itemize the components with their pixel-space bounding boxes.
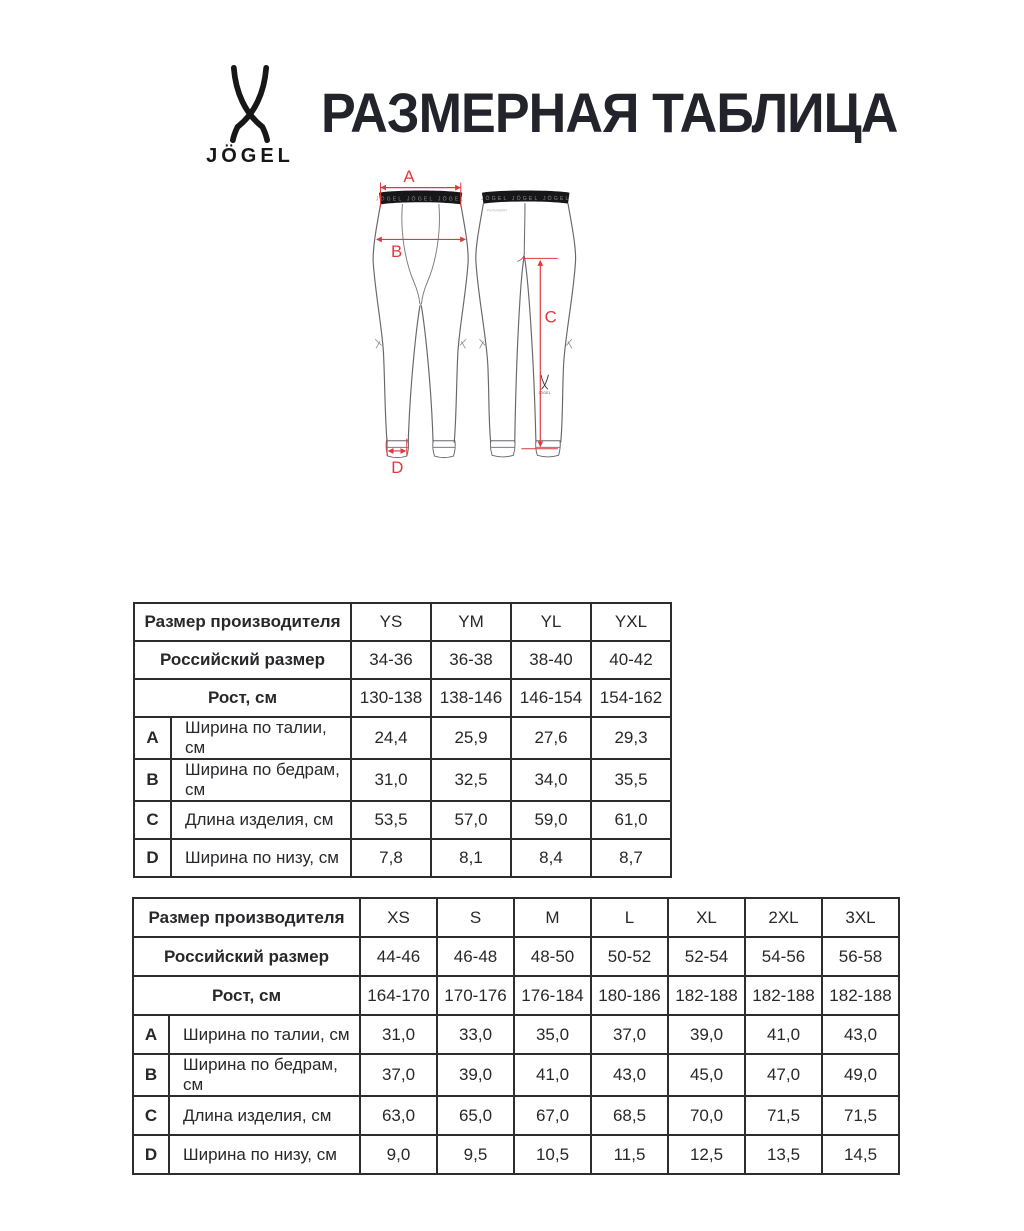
- size-value-cell: S: [437, 898, 514, 937]
- measure-name-cell: Ширина по талии, см: [169, 1015, 360, 1054]
- table-header-row: [133, 898, 899, 937]
- measurement-label-d: D: [391, 457, 404, 477]
- size-value-cell: L: [591, 898, 668, 937]
- measure-name-cell: Длина изделия, см: [171, 801, 351, 839]
- size-value-cell: YM: [431, 603, 511, 641]
- size-value-cell: 138-146: [431, 679, 511, 717]
- measure-value-cell: 71,5: [745, 1096, 822, 1135]
- measure-name-cell: Ширина по бедрам, см: [169, 1054, 360, 1096]
- measure-value-cell: 39,0: [668, 1015, 745, 1054]
- measure-value-cell: 10,5: [514, 1135, 591, 1174]
- size-value-cell: 50-52: [591, 937, 668, 976]
- size-value-cell: 180-186: [591, 976, 668, 1015]
- size-value-cell: 182-188: [822, 976, 899, 1015]
- measure-value-cell: 31,0: [351, 759, 431, 801]
- size-value-cell: XL: [668, 898, 745, 937]
- brand-logo: [198, 64, 302, 168]
- measurement-label-a: A: [403, 166, 415, 186]
- measure-value-cell: 63,0: [360, 1096, 437, 1135]
- measure-value-cell: 31,0: [360, 1015, 437, 1054]
- measure-value-cell: 59,0: [511, 801, 591, 839]
- measure-name-cell: Ширина по низу, см: [169, 1135, 360, 1174]
- size-value-cell: 164-170: [360, 976, 437, 1015]
- size-value-cell: 44-46: [360, 937, 437, 976]
- size-value-cell: 48-50: [514, 937, 591, 976]
- measure-letter-cell: D: [133, 1135, 169, 1174]
- measure-value-cell: 27,6: [511, 717, 591, 759]
- table-measure-row: [134, 801, 671, 839]
- measure-value-cell: 53,5: [351, 801, 431, 839]
- table-header-row: [133, 976, 899, 1015]
- front-waistband-text: JÖGEL JÖGEL JÖGEL: [375, 196, 466, 203]
- row-header-cell: Российский размер: [134, 641, 351, 679]
- table-measure-row: [133, 1015, 899, 1054]
- measure-value-cell: 34,0: [511, 759, 591, 801]
- measure-value-cell: 39,0: [437, 1054, 514, 1096]
- measure-value-cell: 9,0: [360, 1135, 437, 1174]
- size-value-cell: 52-54: [668, 937, 745, 976]
- measure-letter-cell: A: [133, 1015, 169, 1054]
- jogel-emblem-icon: [205, 64, 295, 144]
- adult-size-table: [132, 897, 900, 1175]
- measure-value-cell: 35,5: [591, 759, 671, 801]
- row-header-cell: Рост, см: [134, 679, 351, 717]
- size-value-cell: 34-36: [351, 641, 431, 679]
- back-view-pants: [476, 191, 576, 457]
- size-value-cell: YL: [511, 603, 591, 641]
- table-header-row: [133, 937, 899, 976]
- page-title: РАЗМЕРНАЯ ТАБЛИЦА: [321, 81, 898, 144]
- table-measure-row: [134, 717, 671, 759]
- measure-letter-cell: C: [134, 801, 171, 839]
- front-view-pants: [373, 191, 468, 458]
- measure-value-cell: 11,5: [591, 1135, 668, 1174]
- size-value-cell: 170-176: [437, 976, 514, 1015]
- measure-value-cell: 9,5: [437, 1135, 514, 1174]
- measure-value-cell: 12,5: [668, 1135, 745, 1174]
- size-value-cell: 54-56: [745, 937, 822, 976]
- measure-value-cell: 7,8: [351, 839, 431, 877]
- table-measure-row: [134, 759, 671, 801]
- brand-wordmark: JÖGEL: [206, 145, 294, 167]
- size-value-cell: M: [514, 898, 591, 937]
- table-measure-row: [134, 839, 671, 877]
- size-value-cell: YXL: [591, 603, 671, 641]
- measure-name-cell: Ширина по бедрам, см: [171, 759, 351, 801]
- table-header-row: [134, 641, 671, 679]
- measure-value-cell: 35,0: [514, 1015, 591, 1054]
- size-value-cell: 176-184: [514, 976, 591, 1015]
- measurement-label-b: B: [390, 241, 403, 261]
- measure-value-cell: 71,5: [822, 1096, 899, 1135]
- measure-value-cell: 8,1: [431, 839, 511, 877]
- measure-value-cell: 8,7: [591, 839, 671, 877]
- measure-value-cell: 32,5: [431, 759, 511, 801]
- table-measure-row: [133, 1135, 899, 1174]
- measure-value-cell: 45,0: [668, 1054, 745, 1096]
- measure-value-cell: 41,0: [745, 1015, 822, 1054]
- size-value-cell: 146-154: [511, 679, 591, 717]
- youth-size-table: [133, 602, 672, 878]
- size-value-cell: 38-40: [511, 641, 591, 679]
- table-header-row: [134, 603, 671, 641]
- measure-value-cell: 68,5: [591, 1096, 668, 1135]
- table-header-row: [134, 679, 671, 717]
- size-value-cell: 40-42: [591, 641, 671, 679]
- measure-value-cell: 49,0: [822, 1054, 899, 1096]
- row-header-cell: Размер производителя: [134, 603, 351, 641]
- measure-value-cell: 70,0: [668, 1096, 745, 1135]
- size-value-cell: 154-162: [591, 679, 671, 717]
- measure-value-cell: 25,9: [431, 717, 511, 759]
- size-value-cell: YS: [351, 603, 431, 641]
- table-measure-row: [133, 1096, 899, 1135]
- size-diagram: [355, 165, 675, 610]
- measure-value-cell: 37,0: [360, 1054, 437, 1096]
- back-leg-mini-logo-icon: [541, 375, 548, 389]
- measure-value-cell: 67,0: [514, 1096, 591, 1135]
- size-value-cell: 3XL: [822, 898, 899, 937]
- mini-logo-text: JÖGEL: [538, 391, 551, 396]
- row-header-cell: Рост, см: [133, 976, 360, 1015]
- measure-name-cell: Ширина по талии, см: [171, 717, 351, 759]
- size-value-cell: 2XL: [745, 898, 822, 937]
- measure-letter-cell: A: [134, 717, 171, 759]
- size-value-cell: 130-138: [351, 679, 431, 717]
- measure-value-cell: 41,0: [514, 1054, 591, 1096]
- size-value-cell: 182-188: [668, 976, 745, 1015]
- size-value-cell: 56-58: [822, 937, 899, 976]
- fabric-label-text: PerformDRY: [487, 208, 508, 213]
- measure-letter-cell: B: [134, 759, 171, 801]
- measure-value-cell: 29,3: [591, 717, 671, 759]
- measure-value-cell: 24,4: [351, 717, 431, 759]
- size-value-cell: XS: [360, 898, 437, 937]
- row-header-cell: Размер производителя: [133, 898, 360, 937]
- table-measure-row: [133, 1054, 899, 1096]
- measure-name-cell: Ширина по низу, см: [171, 839, 351, 877]
- measure-value-cell: 43,0: [591, 1054, 668, 1096]
- measure-value-cell: 65,0: [437, 1096, 514, 1135]
- back-waistband-text: JÖGEL JÖGEL JÖGEL: [480, 196, 571, 203]
- measure-letter-cell: D: [134, 839, 171, 877]
- measure-letter-cell: B: [133, 1054, 169, 1096]
- measure-value-cell: 33,0: [437, 1015, 514, 1054]
- size-value-cell: 46-48: [437, 937, 514, 976]
- measurement-label-c: C: [544, 307, 557, 327]
- measure-name-cell: Длина изделия, см: [169, 1096, 360, 1135]
- size-value-cell: 36-38: [431, 641, 511, 679]
- measure-value-cell: 13,5: [745, 1135, 822, 1174]
- measure-value-cell: 61,0: [591, 801, 671, 839]
- measure-value-cell: 57,0: [431, 801, 511, 839]
- measure-value-cell: 8,4: [511, 839, 591, 877]
- measure-value-cell: 43,0: [822, 1015, 899, 1054]
- measure-value-cell: 47,0: [745, 1054, 822, 1096]
- measure-letter-cell: C: [133, 1096, 169, 1135]
- row-header-cell: Российский размер: [133, 937, 360, 976]
- measure-value-cell: 14,5: [822, 1135, 899, 1174]
- size-value-cell: 182-188: [745, 976, 822, 1015]
- measure-value-cell: 37,0: [591, 1015, 668, 1054]
